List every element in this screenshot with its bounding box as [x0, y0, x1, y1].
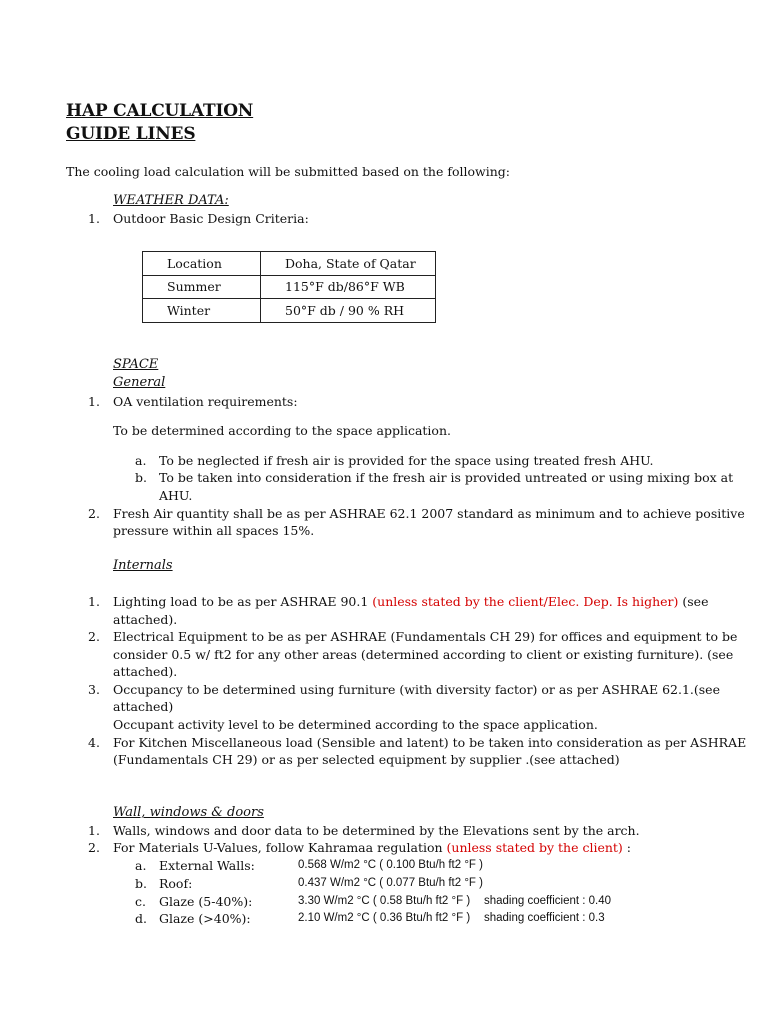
uvalue-label: External Walls: [159, 858, 255, 873]
walls-item2-post: : [622, 840, 631, 855]
internals-item1-red-note: (unless stated by the client/Elec. Dep. Is higher) [372, 594, 679, 609]
uvalue-label: Glaze (5-40%): [159, 894, 253, 909]
shading-coefficient: shading coefficient : 0.3 [484, 912, 605, 924]
internals-item4-line2: (Fundamentals CH 29) or as per selected equipment by supplier .(see attached) [113, 752, 620, 767]
uvalue-value: 3.30 W/m2 °C ( 0.58 Btu/h ft2 °F ) [298, 895, 471, 907]
space-sub-b-line2: AHU. [159, 488, 193, 503]
space-item1-num: 1. [88, 394, 100, 409]
space-sub-a-letter: a. [135, 453, 147, 468]
table-cell-value: 115°F db/86°F WB [261, 275, 436, 299]
internals-item2-line2: consider 0.5 w/ ft2 for any other areas (determined according to client or existing furniture). (see [113, 647, 734, 662]
internals-item2-line3: attached). [113, 664, 178, 679]
uvalue-letter: d. [135, 911, 147, 926]
uvalue-value: 0.568 W/m2 °C ( 0.100 Btu/h ft2 °F ) [298, 859, 483, 871]
table-cell-label: Location [143, 252, 261, 276]
walls-item2-pre: For Materials U-Values, follow Kahramaa regulation [113, 840, 447, 855]
table-cell-value: Doha, State of Qatar [261, 252, 436, 276]
uvalue-label: Roof: [159, 876, 193, 891]
document-title-line2: GUIDE LINES [66, 124, 196, 144]
space-heading: SPACE [113, 357, 159, 372]
weather-heading: WEATHER DATA: [113, 193, 229, 208]
uvalue-letter: c. [135, 894, 146, 909]
internals-item1-num: 1. [88, 594, 100, 609]
internals-item1-pre: Lighting load to be as per ASHRAE 90.1 [113, 594, 373, 609]
internals-item1-post: (see [678, 594, 709, 609]
space-subheading: General [113, 375, 166, 390]
table-row [143, 252, 436, 276]
internals-item4-num: 4. [88, 735, 100, 750]
design-criteria-table [142, 251, 436, 323]
uvalue-value: 2.10 W/m2 °C ( 0.36 Btu/h ft2 °F ) [298, 912, 471, 924]
table-cell-value: 50°F db / 90 % RH [261, 299, 436, 323]
walls-item1-num: 1. [88, 823, 100, 838]
internals-item2-num: 2. [88, 629, 100, 644]
space-sub-a-text: To be neglected if fresh air is provided for the space using treated fresh AHU. [159, 453, 654, 468]
space-determined-text: To be determined according to the space application. [113, 423, 451, 438]
table-row [143, 275, 436, 299]
weather-item1-num: 1. [88, 211, 100, 226]
uvalue-label: Glaze (>40%): [159, 911, 251, 926]
internals-heading: Internals [113, 558, 173, 573]
uvalue-letter: b. [135, 876, 147, 891]
shading-coefficient: shading coefficient : 0.40 [484, 895, 612, 907]
internals-item1-line1 [113, 593, 708, 611]
internals-item3-num: 3. [88, 682, 100, 697]
internals-item3-line3: Occupant activity level to be determined according to the space application. [113, 717, 598, 732]
uvalue-letter: a. [135, 858, 147, 873]
uvalue-value: 0.437 W/m2 °C ( 0.077 Btu/h ft2 °F ) [298, 877, 483, 889]
table-cell-label: Winter [143, 299, 261, 323]
internals-item4-line1: For Kitchen Miscellaneous load (Sensible and latent) to be taken into consideration as per ASHRAE [113, 735, 747, 750]
space-item1-text: OA ventilation requirements: [113, 394, 298, 409]
space-sub-b-letter: b. [135, 470, 147, 485]
space-item2-line2: pressure within all spaces 15%. [113, 523, 315, 538]
table-row [143, 299, 436, 323]
internals-item2-line1: Electrical Equipment to be as per ASHRAE (Fundamentals CH 29) for offices and equipment to be [113, 629, 738, 644]
walls-item2-text [113, 839, 631, 857]
internals-item3-line1: Occupancy to be determined using furniture (with diversity factor) or as per ASHRAE 62.1.(see [113, 682, 720, 697]
intro-text: The cooling load calculation will be submitted based on the following: [66, 164, 510, 179]
walls-item2-num: 2. [88, 840, 100, 855]
space-item2-num: 2. [88, 506, 100, 521]
walls-heading: Wall, windows & doors [113, 805, 264, 820]
walls-item2-red-note: (unless stated by the client) [446, 840, 623, 855]
weather-item1-text: Outdoor Basic Design Criteria: [113, 211, 309, 226]
internals-item1-line2: attached). [113, 612, 178, 627]
table-cell-label: Summer [143, 275, 261, 299]
document-title-line1: HAP CALCULATION [66, 101, 254, 121]
space-sub-b-line1: To be taken into consideration if the fresh air is provided untreated or using mixing box at [159, 470, 734, 485]
internals-item3-line2: attached) [113, 699, 174, 714]
walls-item1-text: Walls, windows and door data to be determined by the Elevations sent by the arch. [113, 823, 640, 838]
space-item2-line1: Fresh Air quantity shall be as per ASHRAE 62.1 2007 standard as minimum and to achieve positive [113, 506, 745, 521]
